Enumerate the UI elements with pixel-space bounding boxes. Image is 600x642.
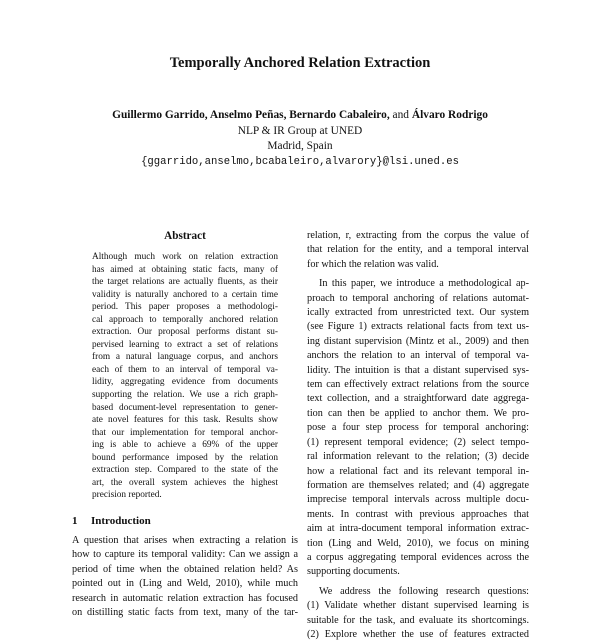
body-line: (2) Explore whether the use of features extracted [307, 628, 529, 640]
abstract-line: extraction. Our proposal performs distant su- [92, 327, 278, 338]
section-title: Introduction [91, 514, 151, 527]
body-line: research in automatic relation extraction has focused [72, 592, 298, 604]
right-body [307, 229, 529, 642]
introduction-body [72, 534, 298, 620]
body-line: supporting documents. [307, 566, 400, 578]
body-line: on distilling static facts from text, many of the tar- [72, 606, 298, 618]
body-line: proach to temporal anchoring of relations automat- [307, 292, 529, 304]
body-line: aim at intra-document temporal information extrac- [307, 523, 529, 535]
body-line: relation, r, extracting from the corpus the value of [307, 230, 529, 241]
abstract-line: the target relations are actually fluents, as their [92, 277, 278, 288]
author-and: and [392, 109, 409, 121]
abstract-line: based document-level representation to gener- [92, 402, 278, 413]
body-line: tion can then be applied to anchor them. We pro- [307, 407, 529, 419]
author-names: Guillermo Garrido, Anselmo Peñas, Bernardo Cabaleiro, [112, 109, 390, 121]
location: Madrid, Spain [267, 140, 333, 152]
abstract-line: pervised learning to extract a set of relations [92, 339, 278, 350]
right-column [307, 229, 529, 642]
author-block [0, 108, 600, 170]
abstract-line: art, the overall system achieves the highest [92, 477, 278, 488]
author-line [0, 108, 600, 124]
abstract-line: ate novel features for this task. Results show [92, 415, 278, 426]
body-line: a corpus aggregating temporal evidences across the [307, 551, 529, 563]
body-line: tion (Ling and Weld, 2010), we focus on mining [307, 537, 529, 549]
abstract-line: from a natural language corpus, and anchors [92, 352, 278, 363]
body-line: We address the following research questions: [319, 585, 529, 597]
body-line: pointed out in (Ling and Weld, 2010), while much [72, 578, 298, 590]
abstract-line: precision reported. [92, 490, 162, 501]
body-line: ically extracted from unrestricted text. Our system [307, 307, 529, 319]
body-line: that relation for the entity, and a temporal interval [307, 244, 529, 256]
body-line: formation are themselves related; and (4) aggregate [307, 479, 529, 491]
body-line: text collection, and a straightforward date aggrega- [307, 393, 529, 405]
abstract-line: extraction step. Compared to the state of the [92, 465, 278, 476]
abstract-line: lidity, aggregating evidence from documents [92, 377, 278, 388]
body-line: how to capture its temporal validity: Can we assign a [72, 549, 298, 561]
abstract-line: period. This paper proposes a methodologi- [92, 302, 278, 313]
body-line: suitable for the task, and evaluate its shortcomings. [307, 614, 529, 626]
body-line: period of time when the obtained relation held? As [72, 563, 298, 575]
left-column [72, 229, 298, 620]
abstract-line: has aimed at obtaining static facts, many of [92, 264, 278, 275]
body-line: lidity. The intuition is that a distant supervised sys- [307, 364, 529, 376]
email-line: {ggarrido,anselmo,bcabaleiro,alvarory}@lsi.uned.es [141, 155, 459, 168]
abstract-line: Although much work on relation extraction [92, 252, 278, 262]
abstract-line: each of them to an interval of temporal va- [92, 364, 278, 375]
abstract-line: bound performance imposed by the relation [92, 452, 278, 463]
body-line: how a relational fact and its relevant temporal in- [307, 465, 529, 477]
body-line: pose a four step process for temporal anchoring: [307, 422, 529, 434]
abstract-line: ing is able to achieve a 69% of the upper [92, 440, 278, 451]
paper-title: Temporally Anchored Relation Extraction [169, 55, 431, 71]
body-line: imprecise temporal intervals across multiple docu- [307, 494, 529, 506]
affiliation: NLP & IR Group at UNED [237, 124, 363, 137]
body-line: ral information relevant to the relation; (3) decide [307, 451, 529, 463]
abstract-body [72, 251, 298, 502]
body-line: for which the relation was valid. [307, 258, 439, 270]
body-line: (see Figure 1) extracts relational facts from text us- [307, 321, 529, 333]
body-line: (1) represent temporal evidence; (2) select tempo- [307, 436, 529, 448]
section-heading [72, 514, 298, 528]
body-line: tem can effectively extract relations from the source [307, 379, 529, 391]
abstract-line: cal approach to temporally anchored relation [92, 314, 278, 325]
abstract-line: supporting the relation. We use a rich graph- [92, 390, 278, 401]
section-number: 1 [72, 514, 78, 527]
body-line: ments. In contrast with previous approaches that [307, 508, 529, 520]
abstract-line: validity is naturally anchored to a certain time [92, 289, 278, 300]
author-last: Álvaro Rodrigo [411, 109, 488, 121]
body-line: ing distant supervision (Mintz et al., 2009) and then [307, 335, 529, 347]
abstract-line: that our implementation for temporal anchor- [92, 427, 278, 438]
body-line: In this paper, we introduce a methodological ap- [319, 278, 529, 290]
abstract-heading: Abstract [164, 230, 206, 242]
body-line: anchors the relation to an interval of temporal va- [307, 350, 529, 362]
body-line: A question that arises when extracting a relation is [72, 534, 298, 546]
body-line: (1) Validate whether distant supervised learning is [307, 600, 529, 612]
